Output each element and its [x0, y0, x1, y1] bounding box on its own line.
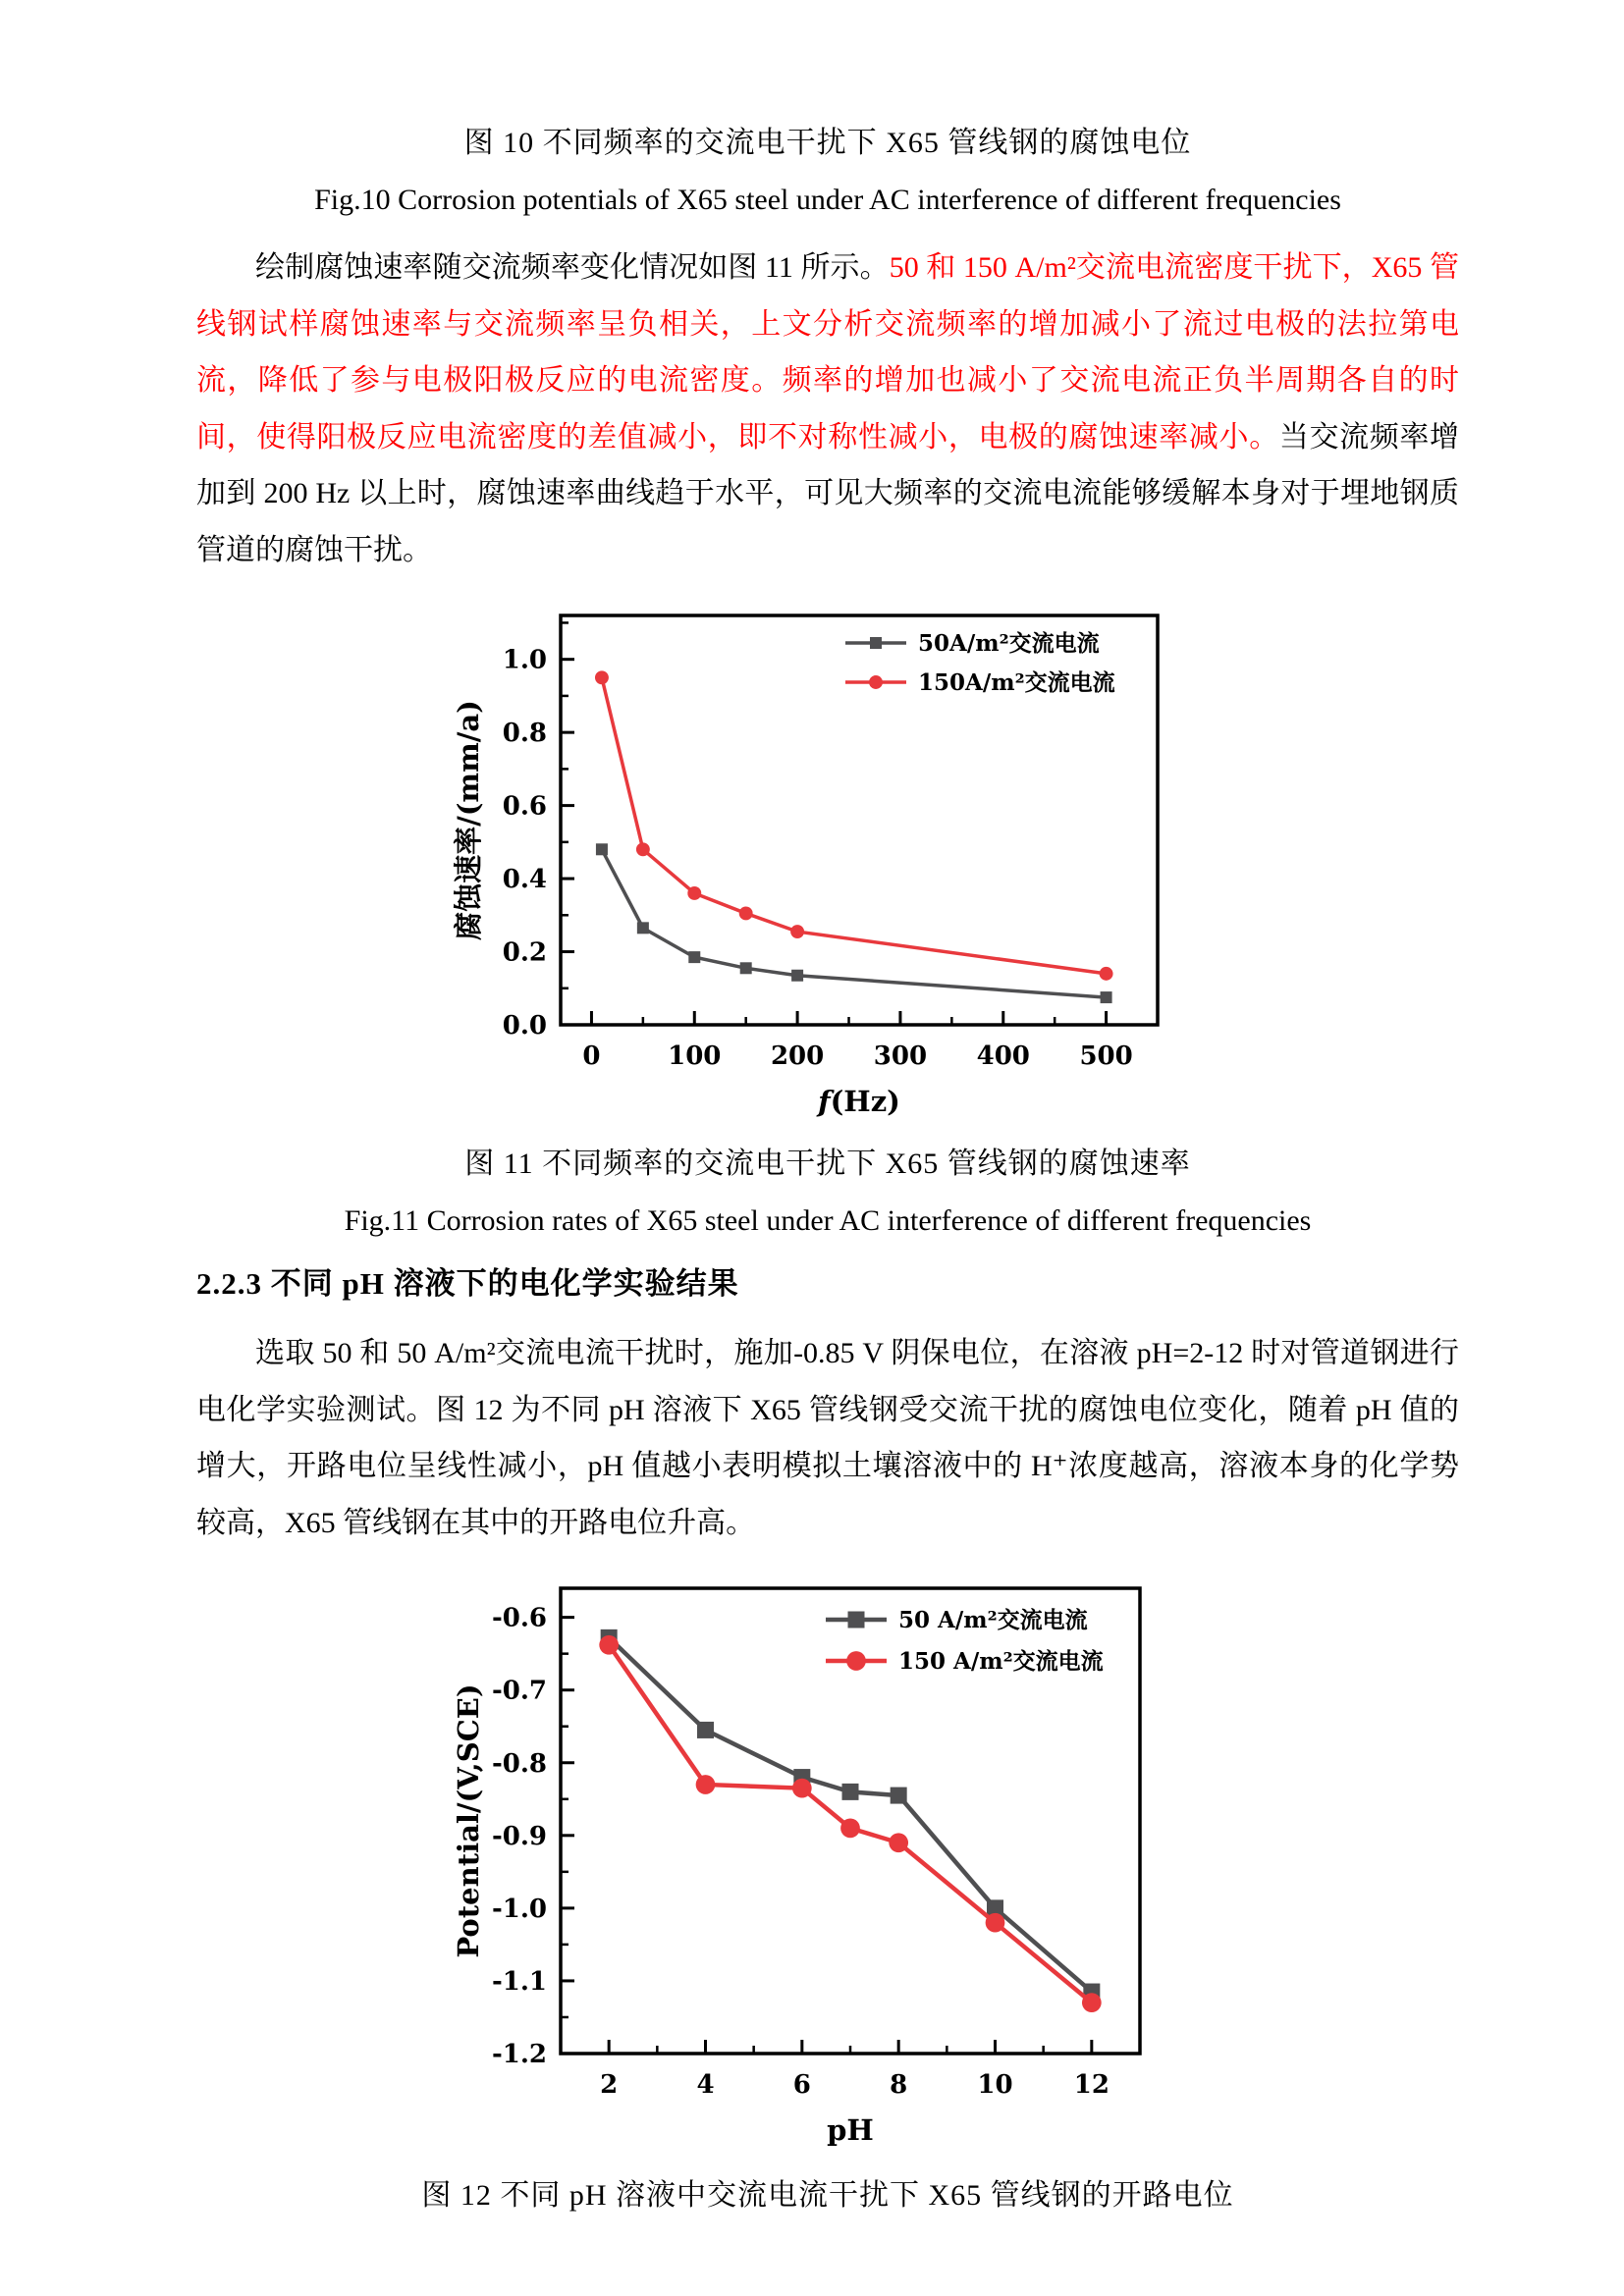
- figure11-caption-en: Fig.11 Corrosion rates of X65 steel under AC interference of different frequencies: [344, 1204, 1312, 1237]
- svg-text:0.6: 0.6: [502, 791, 547, 822]
- svg-text:f(Hz): f(Hz): [818, 1085, 900, 1118]
- svg-text:腐蚀速率/(mm/a): 腐蚀速率/(mm/a): [452, 700, 485, 940]
- potential-vs-ph-chart: [445, 1561, 1211, 2158]
- svg-text:-1.0: -1.0: [491, 1894, 547, 1924]
- svg-text:50 A/m²交流电流: 50 A/m²交流电流: [898, 1607, 1088, 1633]
- figure10-caption-zh: 图 10 不同频率的交流电干扰下 X65 管线钢的腐蚀电位: [463, 127, 1192, 159]
- svg-text:0.4: 0.4: [502, 865, 547, 895]
- svg-text:6: 6: [792, 2070, 811, 2100]
- svg-text:0.8: 0.8: [502, 719, 547, 749]
- paragraph-ph-analysis: 选取 50 和 50 A/m²交流电流干扰时，施加-0.85 V 阴保电位，在溶液 pH=2-12 时对管道钢进行电化学实验测试。图 12 为不同 pH 溶液下 X65 管线钢受交流干扰的腐蚀电位变化，随着 pH 值的增大，开路电位呈线性减小，pH 值越小表明模拟土壤溶液中的 H⁺浓度越高，溶液本身的化学势较高，X65 管线钢在其中的开路电位升高。: [196, 1337, 1459, 1539]
- svg-text:50A/m²交流电流: 50A/m²交流电流: [918, 630, 1100, 657]
- svg-text:-1.1: -1.1: [491, 1966, 547, 1997]
- figure10-caption-en: Fig.10 Corrosion potentials of X65 steel under AC interference of different frequencies: [314, 184, 1341, 216]
- svg-text:-1.2: -1.2: [491, 2040, 547, 2069]
- svg-text:-0.7: -0.7: [491, 1676, 547, 1706]
- svg-text:150A/m²交流电流: 150A/m²交流电流: [918, 669, 1115, 696]
- paragraph-frequency-analysis: [196, 240, 1459, 578]
- figure11-caption-zh: 图 11 不同频率的交流电干扰下 X65 管线钢的腐蚀速率: [464, 1148, 1191, 1180]
- section-heading-2-2-3: 2.2.3 不同 pH 溶液下的电化学实验结果: [196, 1266, 739, 1301]
- svg-text:8: 8: [890, 2070, 908, 2100]
- svg-text:150 A/m²交流电流: 150 A/m²交流电流: [898, 1648, 1104, 1675]
- svg-text:4: 4: [696, 2070, 715, 2100]
- svg-text:Potential/(V,SCE): Potential/(V,SCE): [452, 1683, 485, 1958]
- svg-text:400: 400: [976, 1041, 1030, 1071]
- corrosion-rate-vs-frequency-chart: [445, 588, 1211, 1126]
- svg-text:500: 500: [1079, 1041, 1133, 1071]
- svg-text:0: 0: [582, 1041, 601, 1071]
- paragraph1-black-conclusion: 当交流频率增加到 200 Hz 以上时，腐蚀速率曲线趋于水平，可见大频率的交流电流能够缓解本身对于埋地钢质管道的腐蚀干扰。: [196, 420, 1459, 566]
- svg-text:-0.8: -0.8: [491, 1748, 547, 1779]
- paragraph1-red-highlight: 50 和 150 A/m²交流电流密度干扰下，X65 管线钢试样腐蚀速率与交流频率呈负相关，上文分析交流频率的增加减小了流过电极的法拉第电流，降低了参与电极阳极反应的电流密度。频率的增加也减小了交流电流正负半周期各自的时间，使得阳极反应电流密度的差值减小，即不对称性减小，电极的腐蚀速率减小。: [196, 251, 1459, 454]
- paragraph1-black-intro: 绘制腐蚀速率随交流频率变化情况如图 11 所示。: [255, 251, 890, 284]
- svg-text:0.2: 0.2: [502, 937, 547, 968]
- figure12-caption-zh: 图 12 不同 pH 溶液中交流电流干扰下 X65 管线钢的开路电位: [421, 2179, 1234, 2212]
- svg-text:100: 100: [668, 1041, 722, 1071]
- figure12-potential-chart: [196, 1561, 1459, 2163]
- figure11-corrosion-rate-chart: [196, 588, 1459, 1131]
- svg-text:1.0: 1.0: [502, 645, 547, 675]
- svg-text:0.0: 0.0: [502, 1011, 547, 1041]
- svg-text:-0.6: -0.6: [491, 1603, 547, 1633]
- svg-text:200: 200: [770, 1041, 825, 1071]
- svg-text:pH: pH: [827, 2113, 874, 2147]
- svg-text:12: 12: [1073, 2070, 1110, 2100]
- svg-text:300: 300: [873, 1041, 928, 1071]
- svg-text:10: 10: [977, 2070, 1013, 2100]
- svg-text:-0.9: -0.9: [491, 1821, 547, 1851]
- svg-text:2: 2: [600, 2070, 619, 2100]
